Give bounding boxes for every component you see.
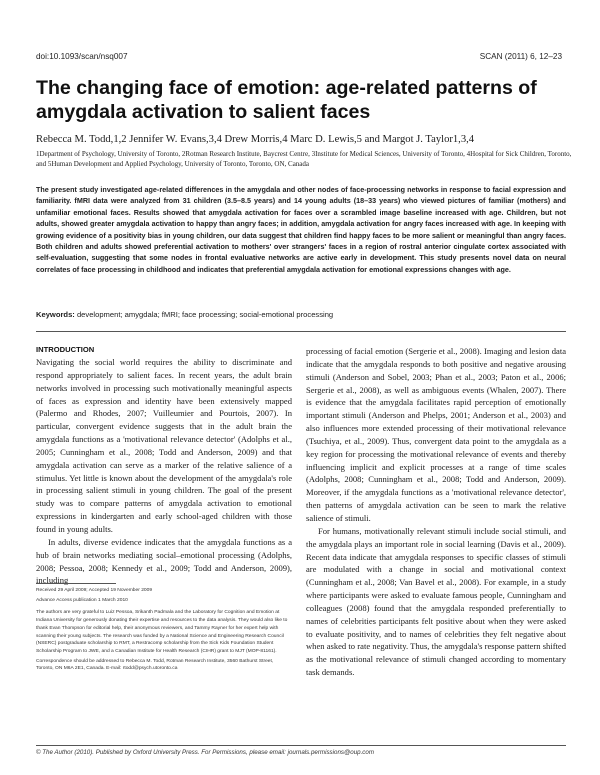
intro-paragraph-4: For humans, motivationally relevant stimuli include social stimuli, and the amygdala plays an important role in social learning (Davis et al., 2009). Recent data indicate that amygdala responses to specific classes of stimuli are modulated with a change in social and motivational context (Cunningham et al., 2008; Van Bavel et al., 2008). For example, in a study where participants were asked to evaluate famous people, Cunningham and colleagues (2008) found that the amygdala responded preferentially to names of celebrities participants felt positive about when they were asked to evaluate positivity, and to names of celebrities they felt negative about when asked to rate negativity. Thus, the amygdala's response pattern shifted as the motivational relevance of stimuli changed according to momentary task demands.: [306, 525, 566, 678]
copyright-footer: © The Author (2010). Published by Oxford University Press. For Permissions, please email: journals.permissions@oup.com: [36, 749, 374, 756]
footnote-divider: [36, 583, 116, 584]
doi-header: doi:10.1093/scan/nsq007: [36, 52, 128, 61]
keywords-label: Keywords:: [36, 310, 75, 319]
intro-paragraph-3: processing of facial emotion (Sergerie et al., 2008). Imaging and lesion data indicate that the amygdala responds to both positive and negative arousing stimuli (Anderson and Sobel, 2003; Phan et al., 2003; Paton et al., 2006; Sergerie et al., 2008), as well as ambiguous events (Whalen, 2007). There is evidence that the amygdala facilitates rapid perception of emotionally important stimuli (Anderson and Phelps, 2001; Anderson et al., 2003) and also influences more extended processing of their motivational relevance (Tsuchiya, et al., 2009). Thus, convergent data point to the amygdala as a key region for processing the motivational relevance of events and thereby influencing implicit and explicit processes at a range of time scales (Adolphs, 2008; Cunningham et al., 2008; Todd and Anderson, 2009). Moreover, if the amygdala functions as a 'motivational relevance detector', then patterns of amygdala activation can be seen to mark the relative salience of stimuli.: [306, 346, 566, 523]
acknowledgements: The authors are very grateful to Luiz Pessoa, Srikanth Padmala and the Laboratory for Cognition and Emotion at Indiana University for generously donating their expertise and resources to the data analysis. They would also like to thank Evan Thompson for editorial help, their anonymous reviewers, and Tammy Rayner for her expert help with scanning their young subjects. The research was funded by a National Science and Engineering Research Council (NSERC) postgraduate scholarship to RMT, a Restracomp scholarship from the Sick Kids Foundation Student Scholarship Program to JWE, and a Canadian Institute for Health Research (CIHR) grant to MJT (MOP-81161).: [36, 610, 288, 654]
article-title: The changing face of emotion: age-related patterns of amygdala activation to salient faces: [36, 77, 537, 123]
footer-divider: [36, 745, 566, 746]
right-column: [306, 345, 566, 679]
section-divider: [36, 331, 566, 332]
author-affiliations: 1Department of Psychology, University of Toronto, 2Rotman Research Institute, Baycrest Centre, 3Institute for Medical Sciences, University of Toronto, 4Hospital for Sick Children, Toronto, and 5Human Development and Applied Psychology, University of Toronto, Toronto, ON, Canada: [36, 150, 572, 168]
keywords: [36, 310, 566, 319]
footnotes: [36, 587, 292, 675]
left-column: [36, 356, 292, 587]
author-list: Rebecca M. Todd,1,2 Jennifer W. Evans,3,4 Drew Morris,4 Marc D. Lewis,5 and Margot J. Taylor1,3,4: [36, 134, 475, 145]
received-date: Received 29 April 2009; Accepted 19 November 2009: [36, 588, 153, 593]
keywords-text: development; amygdala; fMRI; face processing; social-emotional processing: [76, 310, 334, 319]
abstract: The present study investigated age-related differences in the amygdala and other nodes of face-processing networks in response to facial expression and familiarity. fMRI data were analyzed from 31 children (3.5–8.5 years) and 14 young adults (18–33 years) who viewed pictures of familiar (mothers) and unfamiliar emotional faces. Results showed that amygdala activation for faces over a scrambled image baseline increased with age. Children, but not adults, showed greater amygdala activation to happy than angry faces; in addition, amygdala activation for angry faces increased with age. In keeping with growing evidence of a positivity bias in young children, our data suggest that children find happy faces to be more salient or meaningful than angry faces. Both children and adults showed preferential activation to mothers' over strangers' faces in a region of rostral anterior cingulate cortex associated with self-evaluation, suggesting that some nodes in frontal evaluative networks are active early in development. This study presents novel data on neural correlates of face processing in childhood and indicates that preferential amygdala activation for emotional expressions changes with age.: [36, 185, 566, 274]
journal-reference: SCAN (2011) 6, 12–23: [479, 52, 562, 61]
introduction-heading: INTRODUCTION: [36, 345, 95, 354]
advance-access-date: Advance Access publication 1 March 2010: [36, 597, 128, 603]
intro-paragraph-2: In adults, diverse evidence indicates that the amygdala functions as a hub of brain networks mediating social–emotional processing (Adolphs, 2008; Pessoa, 2008; Kennedy et al., 2009; Todd and Anderson, 2009), including: [36, 536, 292, 586]
correspondence: Correspondence should be addressed to Rebecca M. Todd, Rotman Research Institute, 3560 Bathurst Street, Toronto, ON M6A 2E1, Canada. E-mail: rtodd@psych.utoronto.ca: [36, 658, 274, 672]
intro-paragraph-1: Navigating the social world requires the ability to discriminate and respond appropriately to salient faces. In recent years, the adult brain networks involved in processing such motivationally meaningful aspects of faces as expression and identity have been extensively mapped (Palermo and Rhodes, 2007; Vuilleumier and Pourtois, 2007). In particular, convergent evidence suggests that in the adult brain the amygdala functions as a 'motivational relevance detector' (Adolphs et al., 2005; Cunningham et al., 2008; Todd and Anderson, 2009) and that amygdala activation can serve as a marker of the relative salience of a stimulus. Yet little is known about the development of the amygdala's role in processing salient stimuli in young children. The goal of the present study was to compare patterns of amygdala activation to emotional expressions in kindergarten and early school-aged children with those found in young adults.: [36, 357, 292, 534]
